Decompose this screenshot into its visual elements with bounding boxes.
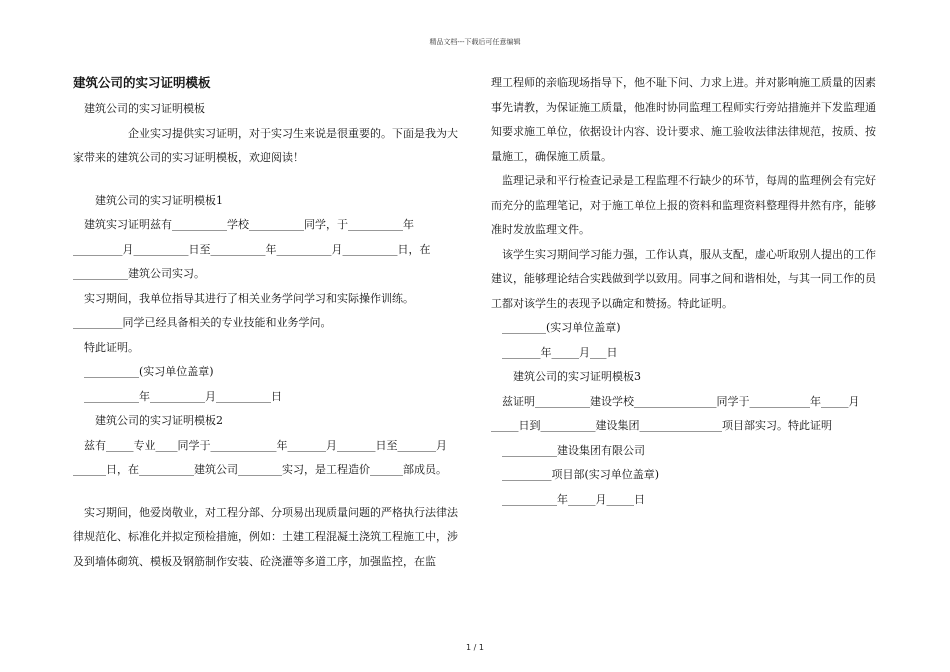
section-heading-2: 建筑公司的实习证明模板2: [73, 414, 223, 427]
template2-performance: 实习期间，他爱岗敬业，对工程分部、分项易出现质量问题的严格执行法律法律规范化、标准化并拟定预检措施，例如：土建工程混凝土浇筑工程施工中，涉及到墙体砌筑、模板及钢筋制作安装、砼浇灌等多道工序，加强监控，在监: [73, 505, 458, 568]
intro-paragraph: 企业实习提供实习证明，对于实习生来说是很重要的。下面是我为大家带来的建筑公司的实习证明模板，欢迎阅读！: [73, 126, 458, 164]
template1-training: 实习期间，我单位指导其进行了相关业务学问学习和实际操作训练。_________同学已经具备相关的专业技能和业务学问。: [73, 291, 414, 329]
template2-evaluation: 该学生实习期间学习能力强，工作认真，服从支配，虚心听取别人提出的工作建议，能够理论结合实践做到学以致用。同事之间和谐相处，与其一同工作的员工都对该学生的表现予以确定和赞扬。特此证明。: [491, 247, 876, 310]
template2-body: 兹有_____专业____同学于____________年_______月_______日至_______月______日，在__________建筑公司________实习，是工程造价______部成员。: [73, 438, 447, 476]
template2-performance-cont: 理工程师的亲临现场指导下，他不耻下问、力求上进。并对影响施工质量的因素事先请教，为保证施工质量，他准时协同监理工程师实行旁站措施并下发监理通知要求施工单位，依据设计内容、设计要求、施工验收法律法律规范，按质、按量施工，确保施工质量。: [491, 76, 876, 163]
section-heading-1: 建筑公司的实习证明模板1: [73, 193, 223, 207]
template1-body: 建筑实习证明兹有__________学校__________同学，于__________年_________月__________日至__________年__________月__________日，在__________建筑公司实习。: [73, 218, 431, 280]
page-number: 1 / 1: [466, 643, 484, 652]
template3-company: __________建设集团有限公司: [491, 443, 645, 457]
right-column: [491, 71, 879, 512]
subtitle-paragraph: 建筑公司的实习证明模板: [73, 102, 205, 115]
template1-certify: 特此证明。: [73, 340, 139, 354]
left-column: [73, 71, 463, 574]
page-header: 精品文档---下载后可任意编辑: [429, 38, 521, 46]
template2-records: 监理记录和平行检查记录是工程监理不行缺少的环节，每周的监理例会有完好而充分的监理笔记，对于施工单位上报的资料和监理资料整理得井然有序，能够准时发放监理文件。: [491, 174, 876, 236]
template1-seal: __________(实习单位盖章): [73, 365, 214, 378]
template2-date: _______年_____月___日: [491, 345, 618, 359]
spacer: [73, 483, 463, 501]
section-heading-3: 建筑公司的实习证明模板3: [491, 370, 641, 383]
spacer: [73, 171, 463, 189]
template1-date: __________年__________月__________日: [73, 389, 282, 403]
template3-date: __________年_____月_____日: [491, 492, 645, 506]
template2-seal: ________(实习单位盖章): [491, 321, 621, 334]
template3-body: 兹证明__________建设学校_______________同学于___________年_____月_____日到__________建设集团_______________项目部实习。特此证明: [491, 394, 860, 432]
template3-seal: _________项目部(实习单位盖章): [491, 468, 660, 481]
document-title: 建筑公司的实习证明模板: [73, 75, 211, 90]
